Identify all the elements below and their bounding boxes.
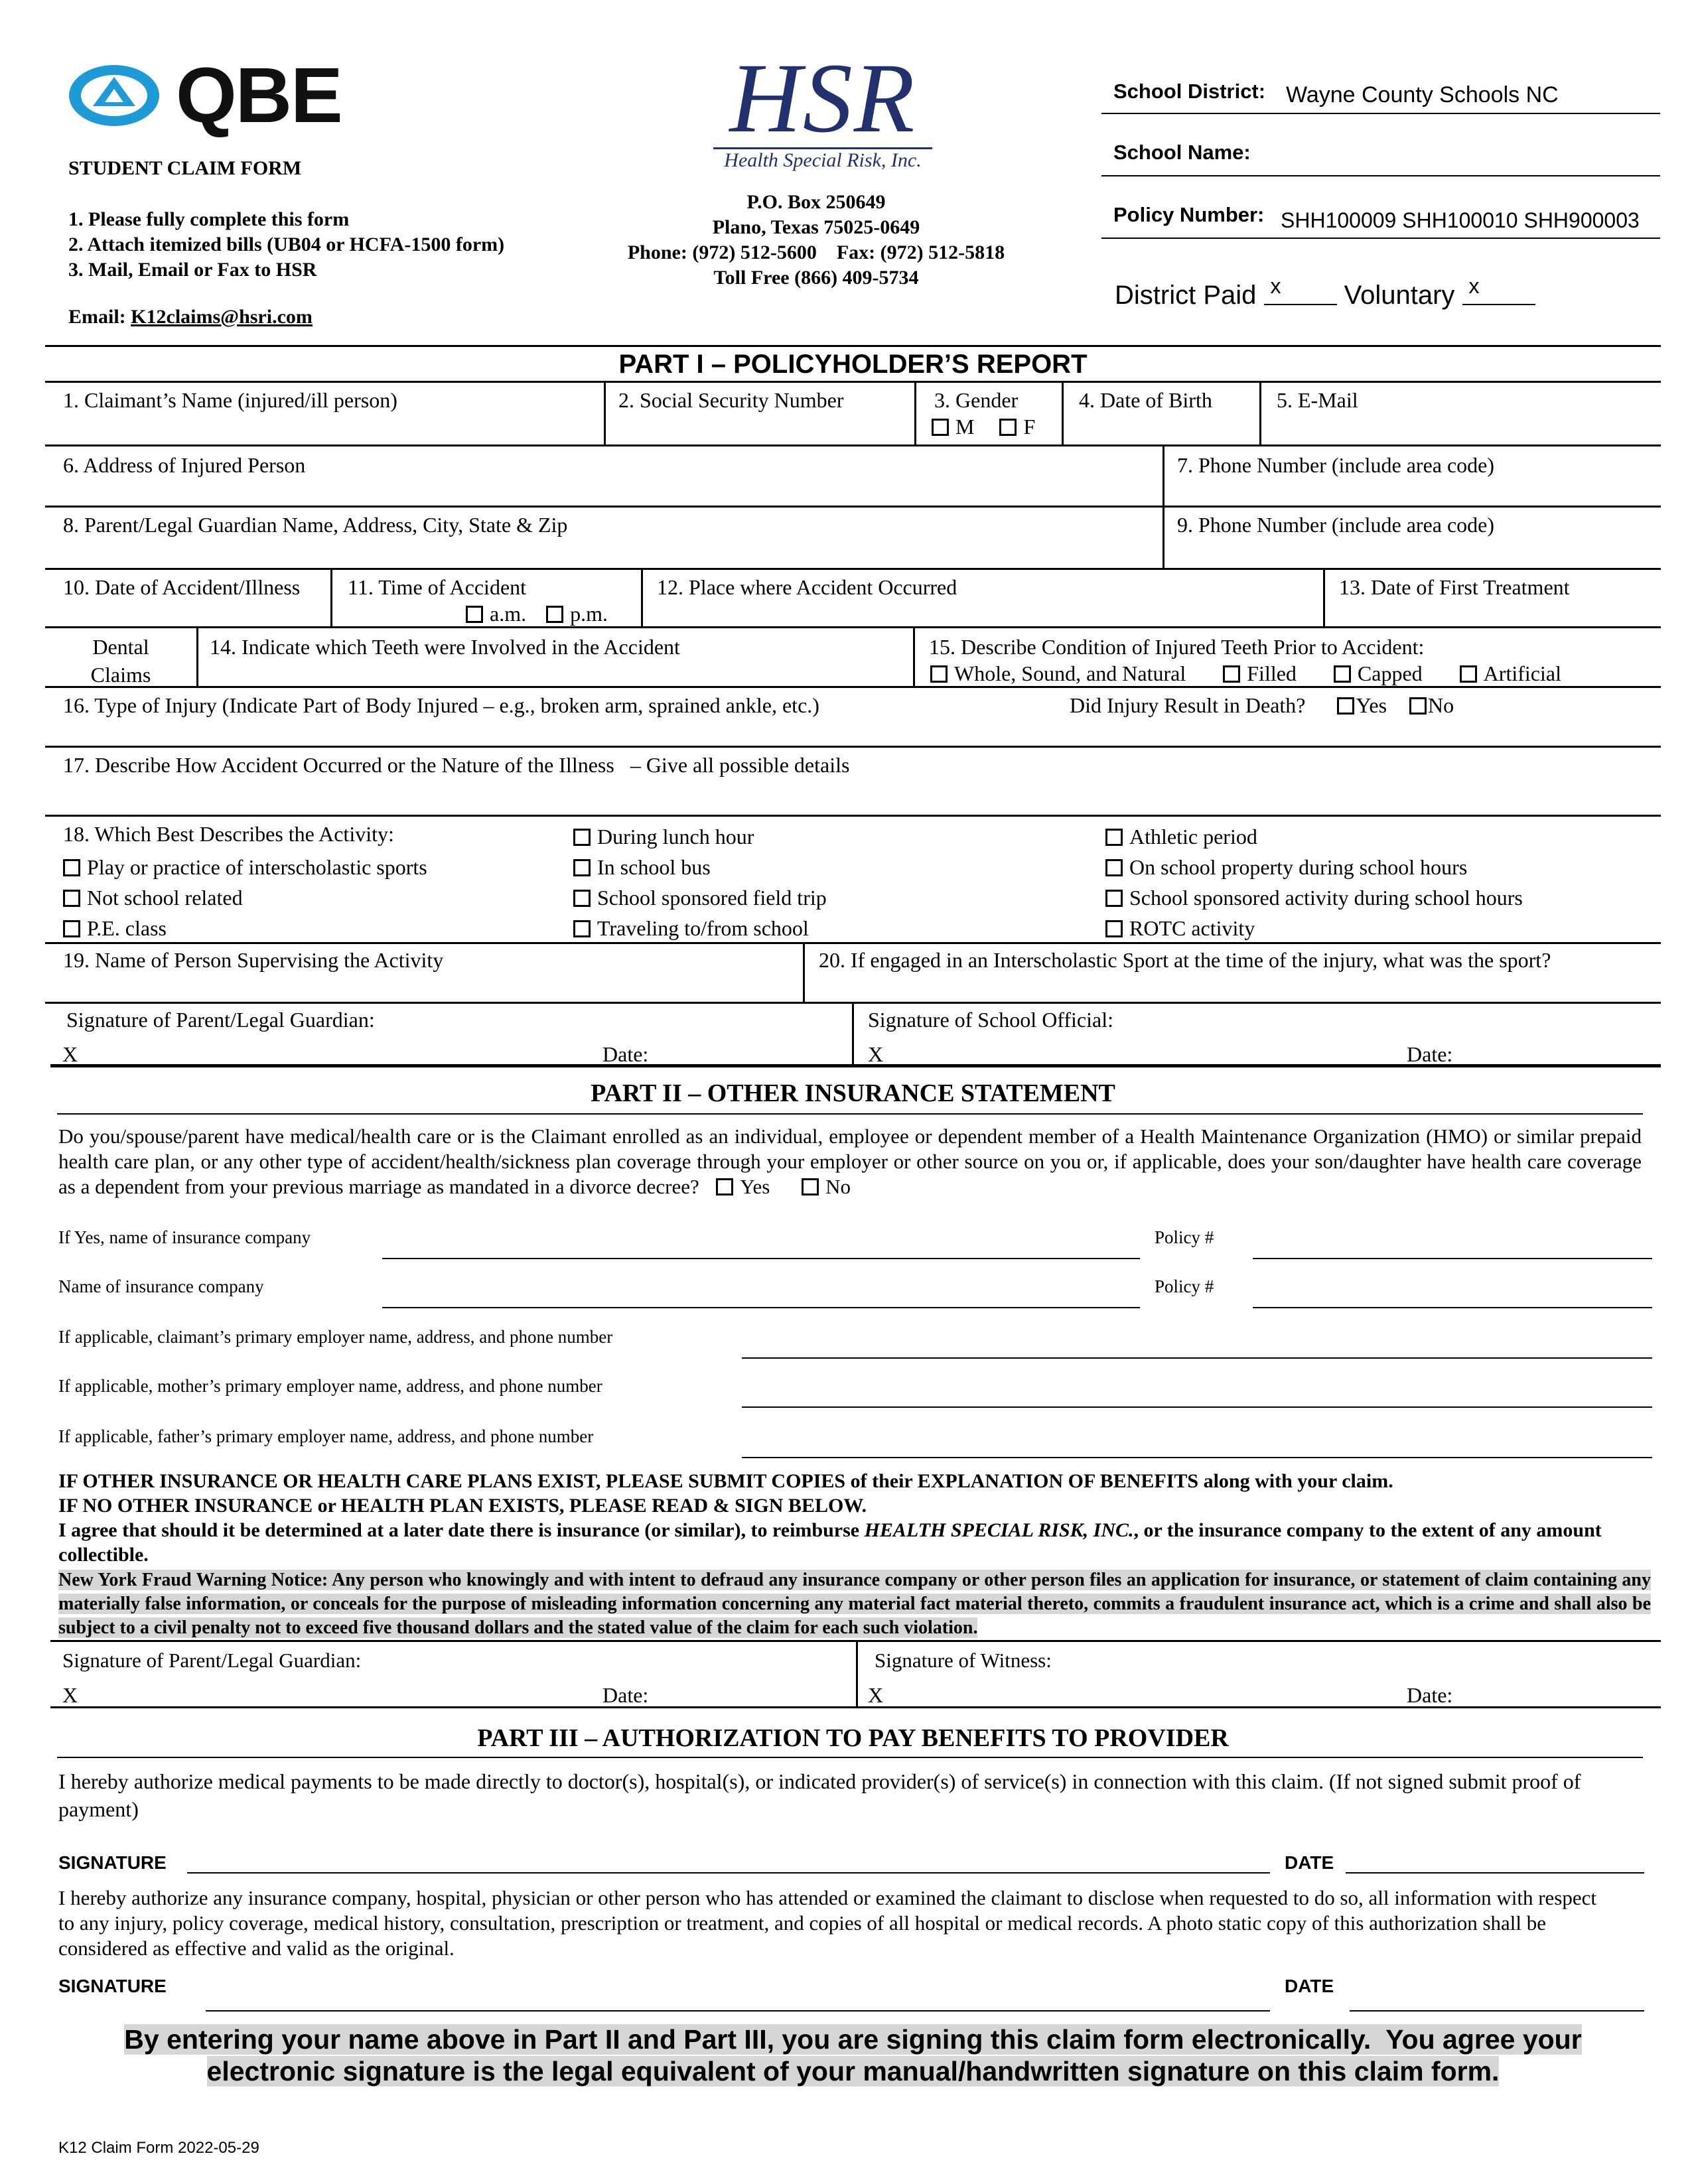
school-district-label: School District:: [1113, 80, 1266, 103]
activity-label: Traveling to/from school: [597, 916, 809, 940]
activity-option: [1105, 852, 1523, 882]
instruction-1: 1. Please fully complete this form: [68, 208, 350, 230]
f9-label: 9. Phone Number (include area code): [1177, 513, 1495, 537]
activity-checkbox[interactable]: [573, 890, 591, 907]
death-yes-label: Yes: [1356, 693, 1387, 717]
policy-number-label: Policy Number:: [1113, 203, 1265, 226]
other-insurance-notice: [58, 1469, 1651, 1567]
artificial-checkbox[interactable]: [1460, 665, 1477, 683]
activity-checkbox[interactable]: [573, 829, 591, 846]
qbe-logo-text: QBE: [176, 52, 342, 139]
policy-number-line: [1101, 238, 1660, 239]
part1-title: PART I – POLICYHOLDER’S REPORT: [618, 350, 1088, 379]
part3-title-rule: [57, 1757, 1643, 1758]
activity-label: Not school related: [87, 886, 243, 910]
date-2-label: DATE: [1285, 1976, 1334, 1996]
p1-sig-parent-label: Signature of Parent/Legal Guardian:: [66, 1008, 375, 1032]
row5-bottom: [45, 686, 1661, 688]
notice-bold-3b: HEALTH SPECIAL RISK, INC.: [864, 1519, 1134, 1541]
activity-label: During lunch hour: [597, 825, 754, 849]
district-paid-label: District Paid: [1115, 281, 1257, 310]
employer-claimant-line[interactable]: [742, 1357, 1652, 1359]
activity-checkbox[interactable]: [1105, 829, 1123, 846]
activity-checkbox[interactable]: [573, 920, 591, 937]
activity-label: School sponsored activity during school hours: [1129, 886, 1523, 910]
employer-mother-label: If applicable, mother’s primary employer name, address, and phone number: [58, 1376, 602, 1396]
f13-label: 13. Date of First Treatment: [1339, 575, 1570, 599]
activity-option: [1105, 882, 1523, 913]
gender-m-label: M: [955, 415, 975, 439]
row2-bottom: [45, 506, 1661, 508]
hsr-address: [597, 190, 1035, 291]
activity-option: [63, 852, 427, 882]
p2-sig-witness-x[interactable]: X: [868, 1683, 884, 1707]
gender-m-checkbox[interactable]: [932, 419, 949, 436]
email-label: Email:: [68, 306, 126, 328]
part2-title: PART II – OTHER INSURANCE STATEMENT: [591, 1079, 1115, 1107]
date-1-line[interactable]: [1346, 1872, 1644, 1874]
address-po-box: P.O. Box 250649: [746, 191, 886, 213]
policy-number-value[interactable]: SHH100009 SHH100010 SHH900003: [1281, 208, 1640, 232]
f15-label: 15. Describe Condition of Injured Teeth Prior to Accident:: [929, 635, 1425, 659]
pm-label: p.m.: [570, 602, 608, 626]
activity-label: On school property during school hours: [1129, 855, 1468, 879]
r4-div-1: [330, 568, 332, 626]
employer-claimant-label: If applicable, claimant’s primary employer name, address, and phone number: [58, 1327, 613, 1347]
ins-company-1-line[interactable]: [382, 1258, 1140, 1259]
date-2-line[interactable]: [1350, 2010, 1644, 2012]
qbe-logo-icon: [66, 60, 166, 133]
p1-sig-official-date[interactable]: Date:: [1407, 1042, 1453, 1066]
activity-option: [573, 852, 827, 882]
filled-label: Filled: [1247, 661, 1297, 685]
artificial-label: Artificial: [1483, 661, 1561, 685]
ins-company-1-label: If Yes, name of insurance company: [58, 1227, 311, 1247]
p1-sig-parent-x[interactable]: X: [62, 1042, 78, 1066]
part1-title-rule: [45, 381, 1661, 383]
gender-options: [932, 414, 1035, 439]
signature-1-line[interactable]: [187, 1872, 1270, 1874]
policy-1-line[interactable]: [1253, 1258, 1652, 1259]
email-line: [68, 305, 313, 329]
death-question: Did Injury Result in Death?: [1070, 693, 1306, 717]
dental-claims-label: [45, 634, 196, 687]
row4-bottom: [45, 626, 1661, 628]
fraud-warning: [58, 1568, 1651, 1640]
notice-bold-1: IF OTHER INSURANCE OR HEALTH CARE PLANS EXIST, PLEASE SUBMIT COPIES of their EXPLANATION OF BENEFITS along with your claim.: [58, 1470, 1393, 1492]
authorization-2: I hereby authorize any insurance company, hospital, physician or other person who has attended or examined the claimant to disclose when requested to do so, all information with respect to any injury, policy coverage, medical history, consultation, prescription or treatment, and copies of all hospital or medical records. A photo static copy of this authorization shall be considered as effective and valid as the original.: [58, 1886, 1596, 1960]
f17-label: 17. Describe How Accident Occurred or the Nature of the Illness – Give all possible details: [63, 753, 850, 777]
employer-mother-line[interactable]: [742, 1406, 1652, 1408]
hsr-logo-subtitle: Health Special Risk, Inc.: [713, 147, 932, 172]
f4-label: 4. Date of Birth: [1079, 388, 1212, 412]
other-ins-yes-checkbox[interactable]: [716, 1178, 733, 1195]
f2-label: 2. Social Security Number: [618, 388, 844, 412]
activity-label: In school bus: [597, 855, 711, 879]
notice-bold-3: [58, 1518, 1651, 1567]
r1-div-2: [914, 381, 916, 446]
r1-div-4: [1259, 381, 1261, 446]
r4-div-3: [1323, 568, 1325, 626]
row1-bottom: [45, 444, 1661, 446]
activity-label: Play or practice of interscholastic sports: [87, 855, 427, 879]
row7-bottom: [45, 815, 1661, 817]
p2-sig-div: [856, 1640, 858, 1708]
notice-bold-2: IF NO OTHER INSURANCE or HEALTH PLAN EXISTS, PLEASE READ & SIGN BELOW.: [58, 1495, 867, 1517]
whole-checkbox[interactable]: [930, 665, 948, 683]
ins-company-2-line[interactable]: [382, 1307, 1140, 1308]
dental-label: Dental: [92, 635, 149, 659]
row3-bottom: [45, 568, 1661, 570]
am-checkbox[interactable]: [466, 606, 483, 623]
activity-label: ROTC activity: [1129, 916, 1255, 940]
part2-title-rule: [57, 1113, 1643, 1115]
activity-option: [573, 913, 827, 943]
f18-label: 18. Which Best Describes the Activity:: [63, 822, 394, 846]
district-paid-field[interactable]: [1264, 274, 1337, 305]
employer-father-line[interactable]: [742, 1457, 1652, 1458]
f8-label: 8. Parent/Legal Guardian Name, Address, City, State & Zip: [63, 513, 568, 537]
f10-label: 10. Date of Accident/Illness: [63, 575, 301, 599]
p1-sig-official-x[interactable]: X: [868, 1042, 884, 1066]
activity-label: Athletic period: [1129, 825, 1257, 849]
am-label: a.m.: [490, 602, 527, 626]
f20-label: 20. If engaged in an Interscholastic Sport at the time of the injury, what was the sport?: [819, 948, 1551, 972]
gender-f-checkbox[interactable]: [999, 419, 1017, 436]
activity-col1: [63, 852, 427, 943]
r1-div-3: [1062, 381, 1064, 446]
part2-question-text: Do you/spouse/parent have medical/health care or is the Claimant enrolled as an individual, employee or dependent member of a Health Maintenance Organization (HMO) or similar prepaid health care plan, or any other type of accident/health/sickness plan coverage through your employer or other source on you or, if applicable, does your son/daughter have health care coverage as a dependent from your previous marriage as mandated in a divorce decree?: [58, 1125, 1642, 1198]
school-district-value[interactable]: Wayne County Schools NC: [1286, 82, 1559, 107]
p1-sig-official-label: Signature of School Official:: [868, 1008, 1113, 1032]
capped-checkbox[interactable]: [1334, 665, 1351, 683]
district-paid-row: [1115, 274, 1535, 310]
p2-sig-witness-date[interactable]: Date:: [1407, 1683, 1453, 1707]
fraud-warning-text: New York Fraud Warning Notice: Any person who knowingly and with intent to defraud any insurance company or other person files an application for insurance, or statement of claim containing any materially false information, or conceals for the purpose of misleading information concerning any material fact material thereto, commits a fraudulent insurance act, which is a crime and shall also be subject to a civil penalty not to exceed five thousand dollars and the stated value of the claim for each such violation.: [58, 1570, 1651, 1638]
f7-label: 7. Phone Number (include area code): [1177, 453, 1495, 477]
f15-options: [930, 661, 1561, 686]
signature-2-line[interactable]: [206, 2010, 1270, 2012]
signature-1-label: SIGNATURE: [58, 1852, 167, 1873]
activity-checkbox[interactable]: [1105, 890, 1123, 907]
activity-checkbox[interactable]: [573, 859, 591, 876]
authorization-1: I hereby authorize medical payments to be made directly to doctor(s), hospital(s), or indicated provider(s) of service(s) in connection with this claim. (If not signed submit proof of payment): [58, 1769, 1581, 1821]
row6-bottom: [45, 746, 1661, 748]
part2-bottom-rule: [50, 1706, 1661, 1708]
policy-1-label: Policy #: [1155, 1227, 1214, 1247]
f6-label: 6. Address of Injured Person: [63, 453, 306, 477]
p2-sig-witness-label: Signature of Witness:: [875, 1649, 1052, 1672]
activity-col3: [1105, 821, 1523, 943]
form-title: STUDENT CLAIM FORM: [68, 157, 302, 179]
activity-option: [573, 882, 827, 913]
school-name-label: School Name:: [1113, 141, 1251, 164]
other-ins-no-label: No: [825, 1175, 851, 1198]
notice-line-2: electronic signature is the legal equivalent of your manual/handwritten signature on this claim form.: [206, 2056, 1500, 2086]
death-yes-checkbox[interactable]: [1337, 697, 1354, 715]
other-ins-no-checkbox[interactable]: [802, 1178, 819, 1195]
activity-checkbox[interactable]: [1105, 920, 1123, 937]
part2-question: [58, 1124, 1642, 1199]
notice-line-1: By entering your name above in Part II and Part III, you are signing this claim form electronically. You agree your: [124, 2024, 1582, 2055]
p2-sig-parent-label: Signature of Parent/Legal Guardian:: [62, 1649, 362, 1672]
f3-label: 3. Gender: [934, 388, 1019, 412]
p1-sig-parent-date[interactable]: Date:: [602, 1042, 649, 1066]
activity-option: [63, 913, 427, 943]
whole-label: Whole, Sound, and Natural: [954, 661, 1186, 685]
r5-div-1: [196, 626, 198, 687]
date-1-label: DATE: [1285, 1852, 1334, 1873]
voluntary-label: Voluntary: [1344, 281, 1455, 310]
f14-label: 14. Indicate which Teeth were Involved in the Accident: [210, 635, 680, 659]
form-id: K12 Claim Form 2022-05-29: [58, 2139, 259, 2157]
school-district-line: [1101, 113, 1660, 114]
p2-sig-parent-date[interactable]: Date:: [602, 1683, 649, 1707]
death-no-label: No: [1428, 693, 1454, 717]
address-city: Plano, Texas 75025-0649: [712, 216, 920, 238]
qbe-logo: [66, 52, 378, 139]
death-question-row: [1070, 693, 1454, 718]
activity-option: [63, 882, 427, 913]
activity-checkbox[interactable]: [63, 920, 80, 937]
r1-div-1: [604, 381, 606, 446]
activity-col2: [573, 821, 827, 943]
part3-title: PART III – AUTHORIZATION TO PAY BENEFITS TO PROVIDER: [477, 1724, 1229, 1752]
address-toll-free: Toll Free (866) 409-5734: [713, 267, 919, 289]
instruction-3: 3. Mail, Email or Fax to HSR: [68, 259, 317, 281]
hsr-logo-text: HSR: [729, 43, 916, 153]
gender-f-label: F: [1023, 415, 1036, 439]
pm-checkbox[interactable]: [546, 606, 563, 623]
address-phone-fax: Phone: (972) 512-5600 Fax: (972) 512-5818: [627, 241, 1005, 263]
death-no-checkbox[interactable]: [1409, 697, 1427, 715]
f1-label: 1. Claimant’s Name (injured/ill person): [63, 388, 397, 412]
instruction-2: 2. Attach itemized bills (UB04 or HCFA-1500 form): [68, 234, 505, 255]
voluntary-mark: x: [1468, 274, 1480, 298]
district-paid-mark: x: [1270, 274, 1281, 298]
p2-sig-parent-x[interactable]: X: [62, 1683, 78, 1707]
r9-div: [803, 942, 805, 1003]
activity-checkbox[interactable]: [1105, 859, 1123, 876]
part1-bottom-rule: [50, 1064, 1661, 1067]
electronic-signature-notice: [45, 2023, 1661, 2087]
f5-label: 5. E-Mail: [1277, 388, 1358, 412]
policy-2-line[interactable]: [1253, 1307, 1652, 1308]
f16-label: 16. Type of Injury (Indicate Part of Body Injured – e.g., broken arm, sprained ankle, etc.): [63, 693, 819, 717]
f12-label: 12. Place where Accident Occurred: [657, 575, 957, 599]
employer-father-label: If applicable, father’s primary employer name, address, and phone number: [58, 1426, 594, 1446]
signature-2-label: SIGNATURE: [58, 1976, 167, 1996]
activity-label: School sponsored field trip: [597, 886, 827, 910]
r4-div-2: [641, 568, 643, 626]
f19-label: 19. Name of Person Supervising the Activity: [63, 948, 444, 972]
r5-div-2: [913, 626, 915, 687]
ins-company-2-label: Name of insurance company: [58, 1276, 264, 1296]
other-ins-yes-label: Yes: [740, 1175, 770, 1198]
part1-top-rule: [45, 345, 1661, 347]
instructions: [68, 207, 504, 283]
filled-checkbox[interactable]: [1223, 665, 1240, 683]
claims-label: Claims: [90, 663, 151, 687]
activity-checkbox[interactable]: [63, 859, 80, 876]
hsr-logo: [703, 43, 942, 178]
notice-bold-3c: , or the insurance company to the extent of any amount collectible.: [58, 1519, 1602, 1566]
activity-option: [1105, 821, 1523, 852]
row8-bottom: [45, 942, 1661, 944]
activity-option: [573, 821, 827, 852]
school-name-line: [1101, 175, 1660, 176]
policy-2-label: Policy #: [1155, 1276, 1214, 1296]
f11-label: 11. Time of Accident: [348, 575, 527, 599]
activity-option: [1105, 913, 1523, 943]
voluntary-field[interactable]: [1462, 274, 1535, 305]
email-link[interactable]: K12claims@hsri.com: [131, 306, 313, 328]
capped-label: Capped: [1357, 661, 1423, 685]
activity-checkbox[interactable]: [63, 890, 80, 907]
activity-label: P.E. class: [87, 916, 167, 940]
time-options: [466, 601, 608, 626]
notice-bold-3a: I agree that should it be determined at a later date there is insurance (or similar), to reimburse: [58, 1519, 865, 1541]
p1-sig-div: [852, 1002, 854, 1065]
